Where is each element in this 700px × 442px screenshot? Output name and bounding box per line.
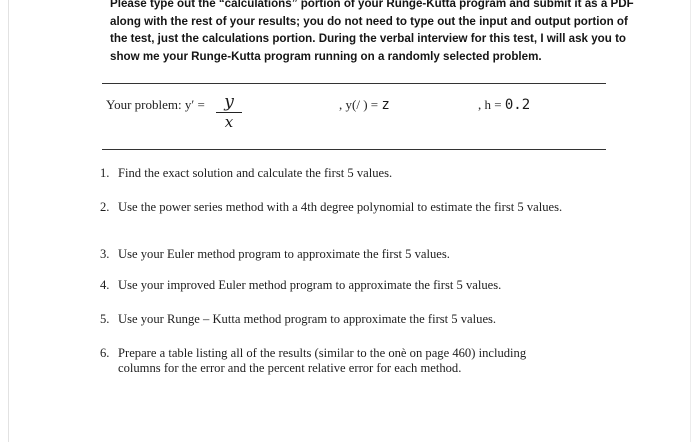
instructions-line: the test, just the calculations portion. During the verbal interview for this test, I will ask you to xyxy=(110,32,627,45)
item-text: Use the power series method with a 4th degree polynomial to estimate the first 5 values. xyxy=(118,200,563,214)
problem-label: Your problem: y′ = xyxy=(106,97,205,112)
item-text: Use your Euler method program to approximate the first 5 values. xyxy=(118,247,450,261)
divider-top xyxy=(102,83,606,84)
list-item xyxy=(100,312,570,327)
list-item xyxy=(100,166,570,181)
list-item xyxy=(100,346,570,376)
divider-bottom xyxy=(102,149,606,150)
item-number: 2. xyxy=(100,200,110,214)
instructions-paragraph xyxy=(110,0,675,65)
fraction-numerator: y xyxy=(224,92,234,112)
instructions-line: show me your Runge-Kutta program running on a randomly selected problem. xyxy=(110,49,542,63)
initial-condition xyxy=(339,97,390,113)
list-item xyxy=(100,200,570,215)
item-text: Use your Runge – Kutta method program to approximate the first 5 values. xyxy=(118,312,497,326)
fraction-denominator: x xyxy=(224,113,234,131)
step-size-value: 0.2 xyxy=(504,97,531,113)
page-edge-right xyxy=(690,0,691,442)
item-text: Prepare a table listing all of the results (similar to the onè on page 460) including columns for the error and the percent relative error for each method. xyxy=(118,346,527,375)
page-edge-left xyxy=(8,0,9,442)
item-number: 6. xyxy=(100,346,110,360)
item-number: 1. xyxy=(100,166,110,180)
step-size-label: , h = xyxy=(478,97,502,112)
item-number: 5. xyxy=(100,312,110,326)
list-item xyxy=(100,278,570,293)
list-item xyxy=(100,247,570,262)
item-text: Use your improved Euler method program to approximate the first 5 values. xyxy=(118,278,502,292)
instructions-line: Please type out the “calculations” portion of your Runge-Kutta program and submit it as a PDF xyxy=(110,0,634,10)
step-size xyxy=(478,97,530,113)
initial-condition-label: , y(/ ) = xyxy=(339,97,379,112)
item-number: 4. xyxy=(100,278,110,292)
item-number: 3. xyxy=(100,247,110,261)
instructions-line: along with the rest of your results; you do not need to type out the input and output portion of xyxy=(110,14,628,28)
problem-fraction xyxy=(216,93,242,130)
item-text: Find the exact solution and calculate the first 5 values. xyxy=(118,166,393,180)
initial-condition-value: z xyxy=(381,97,390,113)
